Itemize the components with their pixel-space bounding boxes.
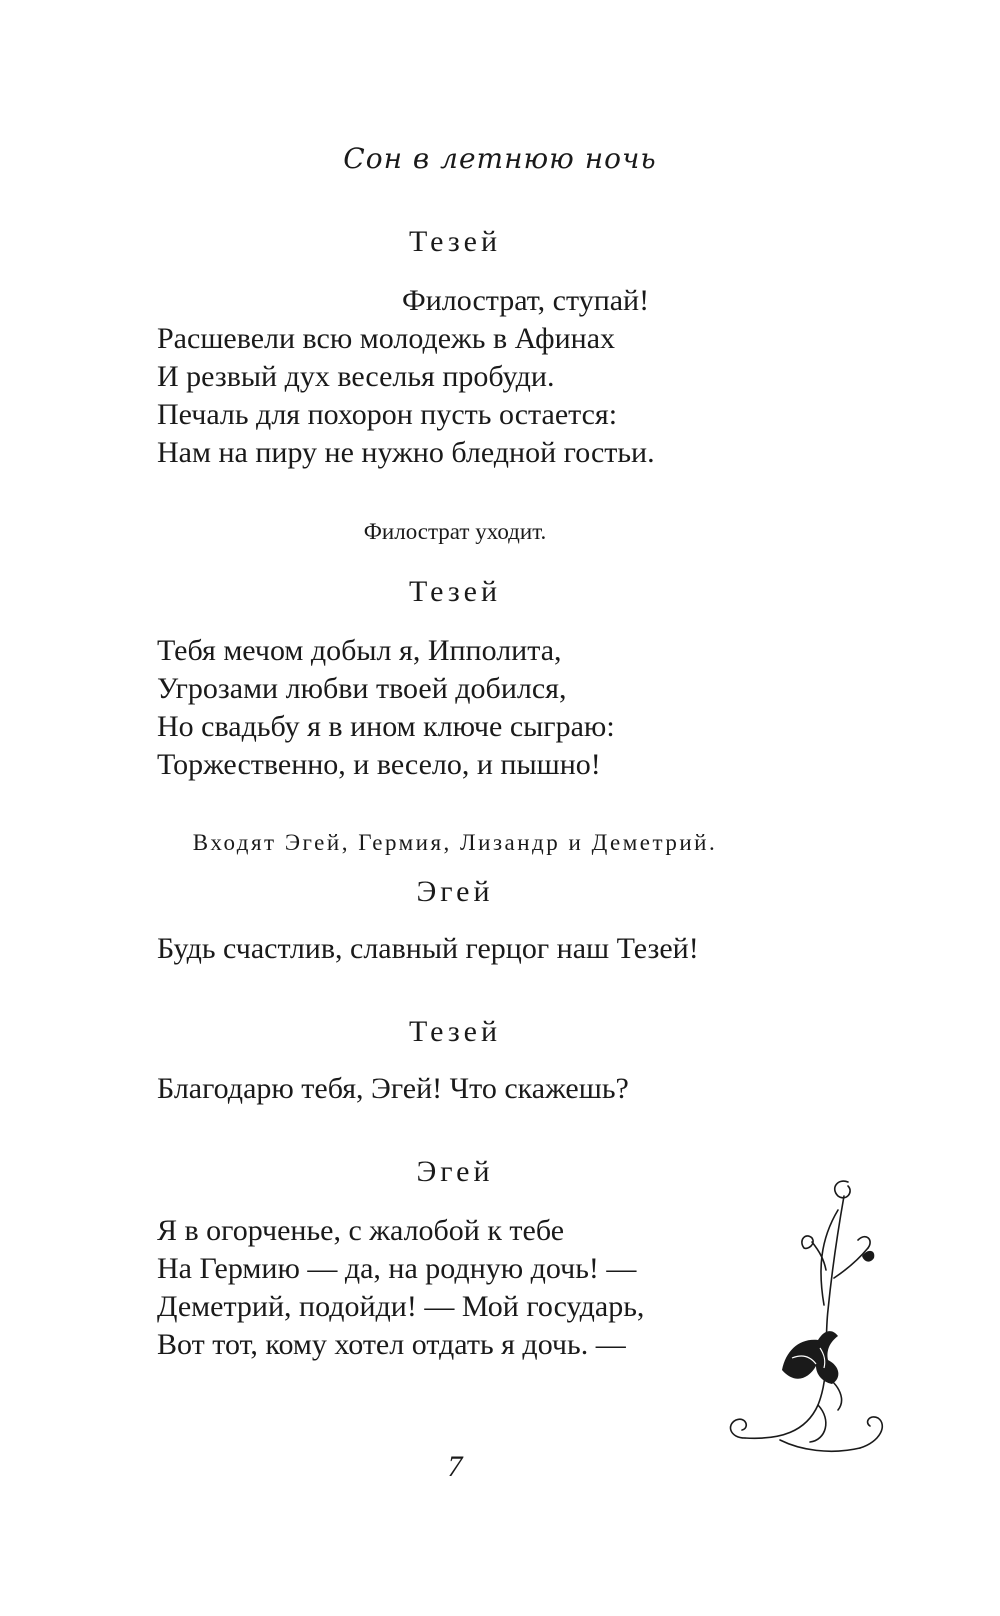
- verse-line: Угрозами любви твоей добился,: [157, 672, 567, 705]
- verse-line: Деметрий, подойди! — Мой государь,: [157, 1290, 645, 1323]
- verse-block: [157, 632, 615, 784]
- verse-line: Филострат, ступай!: [402, 284, 650, 317]
- verse-line: Нам на пиру не нужно бледной гостьи.: [157, 436, 655, 469]
- speaker-name: Эгей: [416, 875, 494, 908]
- speaker-name: Тезей: [408, 1015, 502, 1048]
- speaker-name: Тезей: [408, 225, 502, 258]
- speaker-name: Тезей: [408, 575, 502, 608]
- verse-line: Вот тот, кому хотел отдать я дочь. —: [157, 1328, 626, 1361]
- verse-line: Благодарю тебя, Эгей! Что скажешь?: [157, 1072, 629, 1105]
- verse-block: [157, 282, 655, 472]
- stage-direction: Филострат уходит.: [363, 519, 547, 544]
- verse-block: [157, 930, 699, 968]
- stage-direction: Входят Эгей, Гермия, Лизандр и Деметрий.: [192, 830, 718, 855]
- verse-line: Но свадьбу я в ином ключе сыграю:: [157, 710, 615, 743]
- verse-line: Тебя мечом добыл я, Ипполита,: [157, 634, 562, 667]
- verse-line: Печаль для похорон пусть остается:: [157, 398, 618, 431]
- running-head: Сон в летнюю ночь: [343, 142, 657, 175]
- verse-line: Расшевели всю молодежь в Афинах: [157, 322, 616, 355]
- verse-line: Я в огорченье, с жалобой к тебе: [157, 1214, 565, 1247]
- speaker-name: Эгей: [416, 1155, 494, 1188]
- verse-line: Будь счастлив, славный герцог наш Тезей!: [157, 932, 699, 965]
- verse-block: [157, 1212, 644, 1364]
- floral-vine-ornament-icon: [720, 1170, 920, 1480]
- verse-block: [157, 1070, 629, 1108]
- verse-line: И резвый дух веселья пробуди.: [157, 360, 555, 393]
- verse-line: На Гермию — да, на родную дочь! —: [157, 1252, 637, 1285]
- page-number: 7: [447, 1450, 463, 1483]
- verse-line: Торжественно, и весело, и пышно!: [157, 748, 601, 781]
